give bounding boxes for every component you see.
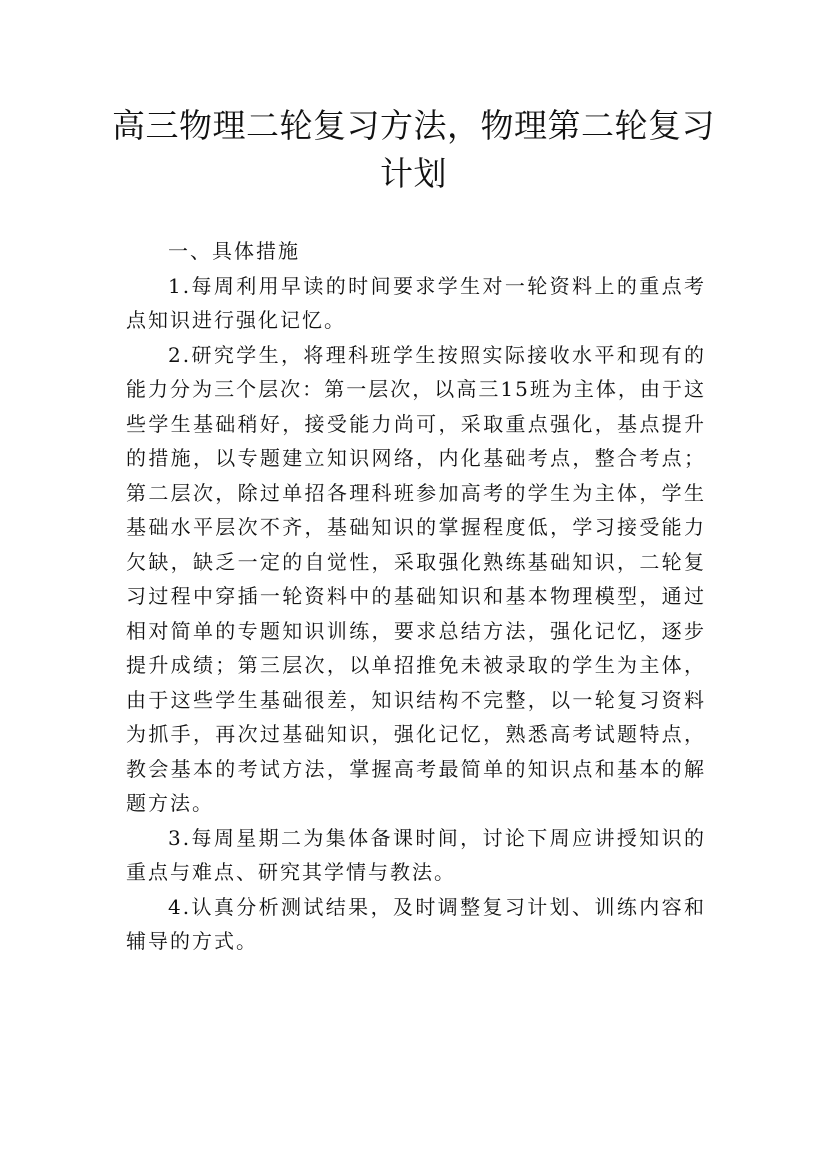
paragraph-3: 3.每周星期二为集体备课时间，讨论下周应讲授知识的重点与难点、研究其学情与教法。: [126, 825, 706, 884]
document-title: 高三物理二轮复习方法，物理第二轮复习计划: [112, 106, 715, 193]
paragraph-4: 4.认真分析测试结果，及时调整复习计划、训练内容和辅导的方式。: [126, 894, 706, 953]
document-body: [126, 234, 706, 959]
paragraph-2: 2.研究学生，将理科班学生按照实际接收水平和现有的能力分为三个层次：第一层次，以高三15班为主体，由于这些学生基础稍好，接受能力尚可，采取重点强化，基点提升的措施，以专题建立知识网络，内化基础考点，整合考点；第二层次，除过单招各理科班参加高考的学生为主体，学生基础水平层次不齐，基础知识的掌握程度低，学习接受能力欠缺，缺乏一定的自觉性，采取强化熟练基础知识，二轮复习过程中穿插一轮资料中的基础知识和基本物理模型，通过相对简单的专题知识训练，要求总结方法，强化记忆，逐步提升成绩；第三层次，以单招推免未被录取的学生为主体，由于这些学生基础很差，知识结构不完整，以一轮复习资料为抓手，再次过基础知识，强化记忆，熟悉高考试题特点，教会基本的考试方法，掌握高考最简单的知识点和基本的解题方法。: [126, 342, 706, 815]
section-heading: 一、具体措施: [168, 239, 300, 263]
paragraph-1: 1.每周利用早读的时间要求学生对一轮资料上的重点考点知识进行强化记忆。: [126, 273, 706, 332]
